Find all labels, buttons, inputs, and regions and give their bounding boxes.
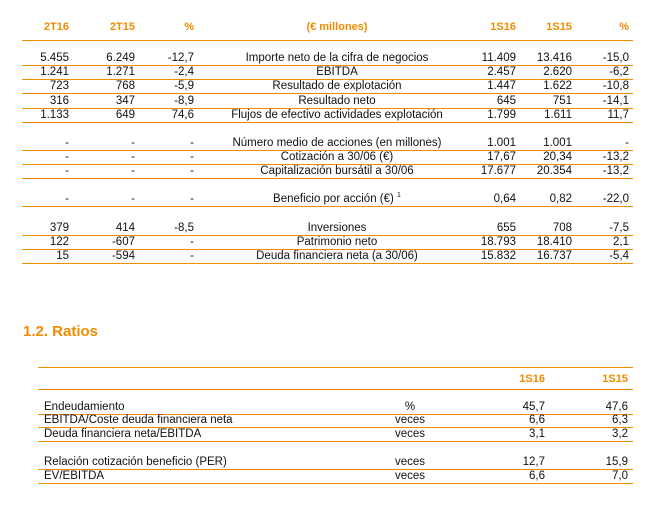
cell-text: 1.001	[543, 137, 572, 149]
cell-text: 20.354	[536, 165, 572, 177]
row-divider	[22, 122, 633, 123]
cell-text: -	[190, 193, 194, 205]
table-cell-s-prev	[525, 95, 572, 108]
table-cell-s-prev	[525, 151, 572, 164]
cell-text: 723	[49, 80, 69, 92]
table-cell-s-prev	[525, 80, 572, 93]
table-cell-s-cur	[470, 236, 516, 249]
cell-text: -15,0	[602, 52, 629, 64]
cell-text: 379	[49, 222, 69, 234]
table-cell-s-cur	[470, 66, 516, 79]
table-cell-s-prev	[525, 109, 572, 122]
ratio-cell-unit: veces	[394, 414, 426, 426]
table-cell-q-cur	[24, 193, 69, 206]
table-cell-q-pct	[150, 66, 194, 79]
cell-text: -	[625, 137, 629, 149]
cell-text: -5,9	[174, 80, 194, 92]
table-cell-q-pct	[150, 109, 194, 122]
table-cell-s-pct	[585, 52, 629, 65]
cell-text: -594	[111, 250, 135, 262]
table-cell-s-pct	[585, 193, 629, 206]
table-cell-s-cur	[470, 165, 516, 178]
table-cell-q-pct	[150, 236, 194, 249]
cell-text: -22,0	[602, 193, 629, 205]
cell-text: Número medio de acciones (en millones)	[232, 137, 442, 149]
table-cell-q-pct	[150, 222, 194, 235]
cell-text: Beneficio por acción (€)	[273, 193, 394, 205]
table-cell-q-cur	[24, 52, 69, 65]
cell-text: 122	[49, 236, 69, 248]
table-cell-concept	[206, 95, 468, 108]
cell-text: 316	[49, 95, 69, 107]
ratio-cell-s-prev: 47,6	[605, 401, 628, 413]
row-divider	[22, 178, 633, 179]
table-cell-concept	[206, 151, 468, 164]
cell-text: EBITDA	[316, 66, 358, 78]
ratio-cell-s-cur: 3,1	[529, 428, 545, 440]
ratio-cell-s-cur: 12,7	[522, 456, 545, 468]
cell-text: -	[190, 250, 194, 262]
table-cell-s-cur	[470, 95, 516, 108]
cell-text: -6,2	[609, 66, 629, 78]
footnote-marker: 1	[397, 192, 401, 200]
table-cell-q-prev	[90, 52, 135, 65]
cell-text: -7,5	[609, 222, 629, 234]
table-cell-s-prev	[525, 137, 572, 150]
cell-text: 18.410	[536, 236, 572, 248]
cell-text: -	[131, 151, 135, 163]
cell-text: -	[190, 236, 194, 248]
cell-text: -5,4	[609, 250, 629, 262]
table-cell-s-pct	[585, 95, 629, 108]
ratio-cell-s-cur: 6,6	[529, 470, 545, 482]
cell-text: 6.249	[106, 52, 135, 64]
table-cell-concept	[206, 109, 468, 122]
cell-text: 2,1	[613, 236, 629, 248]
table-cell-s-cur	[470, 137, 516, 150]
table-cell-s-prev	[525, 66, 572, 79]
cell-text: 1.271	[106, 66, 135, 78]
cell-text: 1.799	[487, 109, 516, 121]
cell-text: 645	[496, 95, 516, 107]
row-divider	[22, 93, 633, 94]
ratio-row-divider	[38, 441, 633, 442]
cell-text: -	[65, 193, 69, 205]
table-cell-q-prev	[90, 95, 135, 108]
cell-text: -13,2	[602, 165, 629, 177]
cell-text: 751	[552, 95, 572, 107]
row-divider	[22, 206, 633, 207]
table-cell-q-cur	[24, 165, 69, 178]
table-cell-s-pct	[585, 236, 629, 249]
table-cell-s-pct	[585, 66, 629, 79]
cell-text: 1.241	[40, 66, 69, 78]
ratio-cell-unit: %	[404, 401, 416, 413]
ratio-cell-label: EBITDA/Coste deuda financiera neta	[44, 414, 233, 426]
table-cell-q-prev	[90, 193, 135, 206]
table-cell-s-cur	[470, 52, 516, 65]
table-cell-q-cur	[24, 236, 69, 249]
table-cell-q-prev	[90, 109, 135, 122]
table-cell-concept	[206, 236, 468, 249]
ratio-cell-s-cur: 6,6	[529, 414, 545, 426]
header-1s16: 1S16	[490, 21, 516, 33]
cell-text: 15.832	[480, 250, 516, 262]
section-title: 1.2. Ratios	[23, 323, 99, 340]
table-cell-q-prev	[90, 66, 135, 79]
header-1s15: 1S15	[546, 21, 572, 33]
table-cell-q-pct	[150, 151, 194, 164]
cell-text: Resultado de explotación	[272, 80, 402, 92]
table-cell-q-cur	[24, 151, 69, 164]
table-cell-concept	[206, 250, 468, 263]
ratios-header-1s15: 1S15	[602, 373, 628, 385]
cell-text: 347	[115, 95, 135, 107]
cell-text: 17,67	[487, 151, 516, 163]
table-cell-s-pct	[585, 109, 629, 122]
cell-text: Patrimonio neto	[296, 236, 378, 248]
header-divider	[22, 40, 633, 41]
table-cell-q-pct	[150, 52, 194, 65]
ratio-cell-s-prev: 15,9	[605, 456, 628, 468]
table-cell-s-cur	[470, 151, 516, 164]
cell-text: 414	[115, 222, 135, 234]
cell-text: Importe neto de la cifra de negocios	[245, 52, 429, 64]
cell-text: 20,34	[543, 151, 572, 163]
cell-text: -	[190, 151, 194, 163]
cell-text: 2.620	[543, 66, 572, 78]
table-cell-q-cur	[24, 137, 69, 150]
ratio-cell-unit: veces	[394, 428, 426, 440]
cell-text: 649	[115, 109, 135, 121]
table-cell-q-cur	[24, 80, 69, 93]
table-cell-s-pct	[585, 151, 629, 164]
cell-text: 16.737	[536, 250, 572, 262]
table-cell-s-cur	[470, 193, 516, 206]
cell-text: -	[131, 137, 135, 149]
cell-text: 1.001	[487, 137, 516, 149]
cell-text: Deuda financiera neta (a 30/06)	[256, 250, 418, 262]
cell-text: 768	[115, 80, 135, 92]
table-cell-s-cur	[470, 109, 516, 122]
ratio-cell-label: Deuda financiera neta/EBITDA	[44, 428, 202, 440]
table-cell-concept	[206, 137, 468, 150]
cell-text: -	[190, 165, 194, 177]
cell-text: 708	[552, 222, 572, 234]
header-2t15: 2T15	[109, 21, 135, 33]
ratio-cell-label: Endeudamiento	[44, 401, 125, 413]
table-cell-q-pct	[150, 165, 194, 178]
ratio-cell-unit: veces	[394, 470, 426, 482]
table-cell-q-pct	[150, 193, 194, 206]
cell-text: 1.447	[487, 80, 516, 92]
cell-text: -	[131, 165, 135, 177]
table-cell-s-pct	[585, 222, 629, 235]
ratio-cell-label: EV/EBITDA	[44, 470, 105, 482]
header-concept: (€ millones)	[306, 21, 368, 33]
ratios-top-divider	[38, 367, 633, 368]
cell-text: -	[190, 137, 194, 149]
table-cell-concept	[206, 52, 468, 65]
cell-text: -14,1	[602, 95, 629, 107]
cell-text: 655	[496, 222, 516, 234]
cell-text: 5.455	[40, 52, 69, 64]
table-cell-q-cur	[24, 109, 69, 122]
table-cell-s-cur	[470, 250, 516, 263]
cell-text: 2.457	[487, 66, 516, 78]
table-cell-q-prev	[90, 165, 135, 178]
cell-text: 1.133	[40, 109, 69, 121]
table-cell-q-cur	[24, 250, 69, 263]
table-cell-s-prev	[525, 193, 572, 206]
ratios-header-1s16: 1S16	[519, 373, 545, 385]
cell-text: -13,2	[602, 151, 629, 163]
table-cell-q-prev	[90, 151, 135, 164]
table-cell-s-cur	[470, 80, 516, 93]
cell-text: -8,5	[174, 222, 194, 234]
cell-text: 15	[56, 250, 69, 262]
ratio-cell-s-cur: 45,7	[522, 401, 545, 413]
cell-text: -8,9	[174, 95, 194, 107]
cell-text: -12,7	[167, 52, 194, 64]
cell-text: -	[65, 137, 69, 149]
ratio-row-divider	[38, 483, 633, 484]
cell-text: 1.611	[544, 109, 572, 121]
cell-text: -607	[111, 236, 135, 248]
ratio-cell-s-prev: 3,2	[612, 428, 628, 440]
table-cell-s-prev	[525, 222, 572, 235]
cell-text: Inversiones	[307, 222, 367, 234]
table-cell-q-pct	[150, 95, 194, 108]
table-cell-s-prev	[525, 250, 572, 263]
cell-text: 1.622	[543, 80, 572, 92]
table-cell-s-prev	[525, 52, 572, 65]
ratio-cell-s-prev: 7,0	[612, 470, 628, 482]
cell-text: 17.677	[480, 165, 516, 177]
cell-text: -	[131, 193, 135, 205]
cell-text: Capitalización bursátil a 30/06	[260, 165, 414, 177]
table-cell-s-pct	[585, 137, 629, 150]
cell-text: -	[65, 151, 69, 163]
table-cell-q-prev	[90, 222, 135, 235]
header-pct-semester: %	[619, 21, 629, 33]
cell-text: 13.416	[536, 52, 572, 64]
cell-text: Flujos de efectivo actividades explotación	[231, 109, 443, 121]
ratios-header-divider	[38, 389, 633, 390]
table-cell-s-prev	[525, 165, 572, 178]
table-cell-q-cur	[24, 95, 69, 108]
cell-text: 11.409	[481, 52, 516, 64]
cell-text: 74,6	[171, 109, 194, 121]
ratio-cell-label: Relación cotización beneficio (PER)	[44, 456, 227, 468]
table-cell-s-pct	[585, 250, 629, 263]
row-divider	[22, 263, 633, 264]
table-cell-q-pct	[150, 137, 194, 150]
table-cell-q-prev	[90, 236, 135, 249]
cell-text: Cotización a 30/06 (€)	[280, 151, 394, 163]
table-cell-s-pct	[585, 80, 629, 93]
cell-text: 11,7	[607, 109, 629, 121]
table-cell-q-cur	[24, 66, 69, 79]
table-cell-q-prev	[90, 137, 135, 150]
header-pct-quarter: %	[184, 21, 194, 33]
table-cell-s-cur	[470, 222, 516, 235]
table-cell-concept	[206, 165, 468, 178]
table-cell-q-cur	[24, 222, 69, 235]
table-cell-s-prev	[525, 236, 572, 249]
table-cell-q-pct	[150, 250, 194, 263]
cell-text: Resultado neto	[298, 95, 376, 107]
cell-text: -2,4	[174, 66, 194, 78]
cell-text: -10,8	[602, 80, 629, 92]
table-cell-q-prev	[90, 80, 135, 93]
table-cell-concept	[206, 222, 468, 235]
ratio-cell-unit: veces	[394, 456, 426, 468]
ratio-cell-s-prev: 6,3	[612, 414, 628, 426]
cell-text: -	[65, 165, 69, 177]
cell-text: 0,64	[493, 193, 516, 205]
table-cell-concept	[206, 193, 468, 206]
table-cell-q-pct	[150, 80, 194, 93]
header-2t16: 2T16	[43, 21, 69, 33]
table-cell-s-pct	[585, 165, 629, 178]
table-cell-concept	[206, 80, 468, 93]
cell-text: 0,82	[549, 193, 572, 205]
table-cell-q-prev	[90, 250, 135, 263]
cell-text: 18.793	[480, 236, 516, 248]
table-cell-concept	[206, 66, 468, 79]
